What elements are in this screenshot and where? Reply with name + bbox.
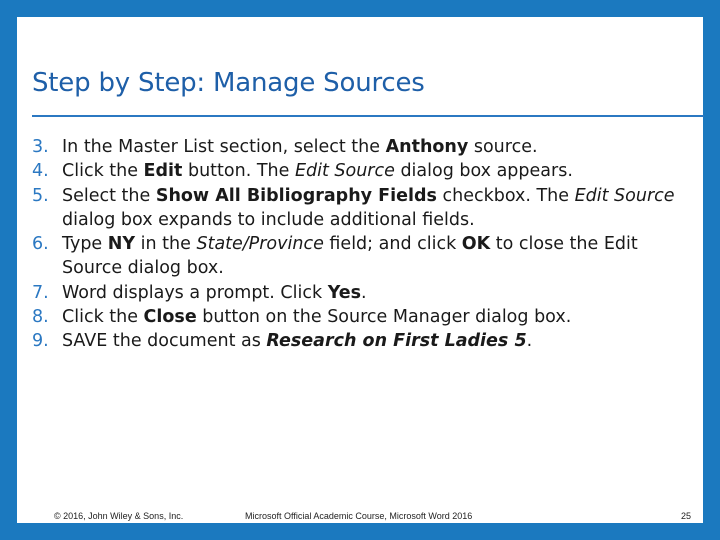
step-text [52,159,697,183]
step-text-segment: Type [62,234,108,255]
slide-title: Step by Step: Manage Sources [32,68,425,98]
step-text-segment: Edit Source [294,161,395,182]
step-text [52,305,697,329]
step-text [52,135,697,159]
step-text-segment: checkbox. The [436,185,575,206]
step-text-segment: button on the Source Manager dialog box. [196,307,572,328]
step-text-segment: Show All Bibliography Fields [155,185,437,206]
step-number: 4. [32,161,49,182]
step-text [52,232,697,281]
step-text-segment: to close the Edit Source dialog box. [62,234,638,279]
step-text-segment: button. The [182,161,295,182]
step-text-segment: in the [135,234,197,255]
page-number: 25 [681,511,692,521]
step-text [52,329,697,353]
step-text-segment: field; and click [323,234,462,255]
step-text-segment: State/Province [196,234,324,255]
step-text-segment: NY [107,234,136,255]
step-text-segment: SAVE the document as [62,331,267,352]
step-text-segment: Click the [62,161,144,182]
step-number: 6. [32,234,49,255]
list-item [32,135,697,159]
step-text-segment: Close [143,307,197,328]
step-text-segment: source. [468,137,538,157]
list-item [32,159,697,183]
step-text-segment: Anthony [385,137,469,157]
footer-course-title: Microsoft Official Academic Course, Microsoft Word 2016 [245,511,473,521]
footer-copyright: © 2016, John Wiley & Sons, Inc. [54,511,184,521]
step-list [32,135,697,354]
step-text-segment: dialog box appears. [394,161,573,182]
title-divider [32,115,704,117]
step-text-segment: OK [461,234,491,255]
list-item [32,329,697,353]
step-number: 9. [32,331,49,352]
step-text-segment: Research on First Ladies 5 [266,331,527,352]
step-text-segment: Yes [327,282,362,303]
step-text-segment: Edit Source [574,185,675,206]
step-text-segment: Click the [62,307,144,328]
step-text-segment: Word displays a prompt. Click [62,282,328,303]
step-number: 3. [32,137,49,157]
step-text-segment: Select the [62,185,156,206]
step-text-segment: . [526,331,533,352]
step-text-segment: Edit [143,161,183,182]
step-text-segment: dialog box expands to include additional fields. [62,209,475,230]
list-item [32,232,697,281]
step-text [52,184,697,233]
list-item [32,305,697,329]
step-text-segment: . [361,282,367,303]
step-number: 5. [32,185,49,206]
step-number: 7. [32,282,49,303]
list-item [32,281,697,305]
step-text [52,281,697,305]
list-item [32,184,697,233]
step-number: 8. [32,307,49,328]
step-text-segment: In the Master List section, select the [62,137,386,157]
